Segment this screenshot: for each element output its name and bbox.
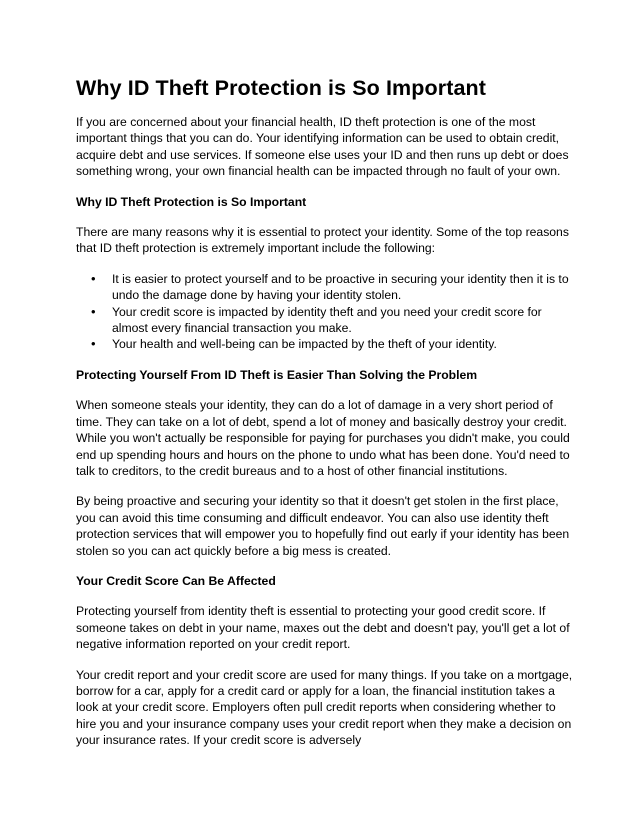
section-paragraph-proactive: By being proactive and securing your identity so that it doesn't get stolen in the first place, you can avoid this time consuming and difficult endeavor. You can also use identity theft protection services that will empower you to hopefully find out early if your identity has been stolen so you can act quickly before a big mess is created. bbox=[76, 494, 570, 558]
section-paragraph-damage: When someone steals your identity, they can do a lot of damage in a very short period of time. They can take on a lot of debt, spend a lot of money and basically destroy your credit. While you won't actually be responsible for paying for purchases you didn't make, you could end up spending hours and hours on the phone to undo what has been done. You'd need to talk to creditors, to the credit bureaus and to a host of other financial institutions. bbox=[76, 398, 570, 478]
section-heading-credit-score: Your Credit Score Can Be Affected bbox=[76, 573, 276, 588]
section-paragraph-credit-report: Your credit report and your credit score are used for many things. If you take on a mortgage, borrow for a car, apply for a credit card or apply for a loan, the financial institution takes a look at your credit score. Employers often pull credit reports when considering whether to hire you and your insurance company uses your credit report when they make a decision on your insurance rates. If your credit score is adversely bbox=[76, 667, 573, 748]
list-item: • Your health and well-being can be impacted by the theft of your identity. bbox=[112, 336, 578, 352]
reasons-list bbox=[76, 271, 578, 353]
section-heading-why: Why ID Theft Protection is So Important bbox=[76, 194, 307, 209]
list-item: • It is easier to protect yourself and to be proactive in securing your identity then it is to undo the damage done by having your identity stolen. bbox=[112, 271, 578, 304]
document-title: Why ID Theft Protection is So Important bbox=[76, 76, 487, 100]
section-paragraph-credit-protect: Protecting yourself from identity theft is essential to protecting your good credit score. If someone takes on debt in your name, maxes out the debt and doesn't pay, you'll get a lot of negative information reported on your credit report. bbox=[76, 604, 570, 652]
section-paragraph-reasons: There are many reasons why it is essential to protect your identity. Some of the top reasons that ID theft protection is extremely important include the following: bbox=[76, 225, 569, 256]
section-heading-protecting: Protecting Yourself From ID Theft is Easier Than Solving the Problem bbox=[76, 367, 478, 382]
intro-paragraph: If you are concerned about your financial health, ID theft protection is one of the most important things that you can do. Your identifying information can be used to obtain credit, acquire debt and use services. If someone else uses your ID and then runs up debt or does something wrong, your own financial health can be impacted through no fault of your own. bbox=[76, 115, 569, 179]
list-item: • Your credit score is impacted by identity theft and you need your credit score for almost every financial transaction you make. bbox=[112, 304, 578, 337]
